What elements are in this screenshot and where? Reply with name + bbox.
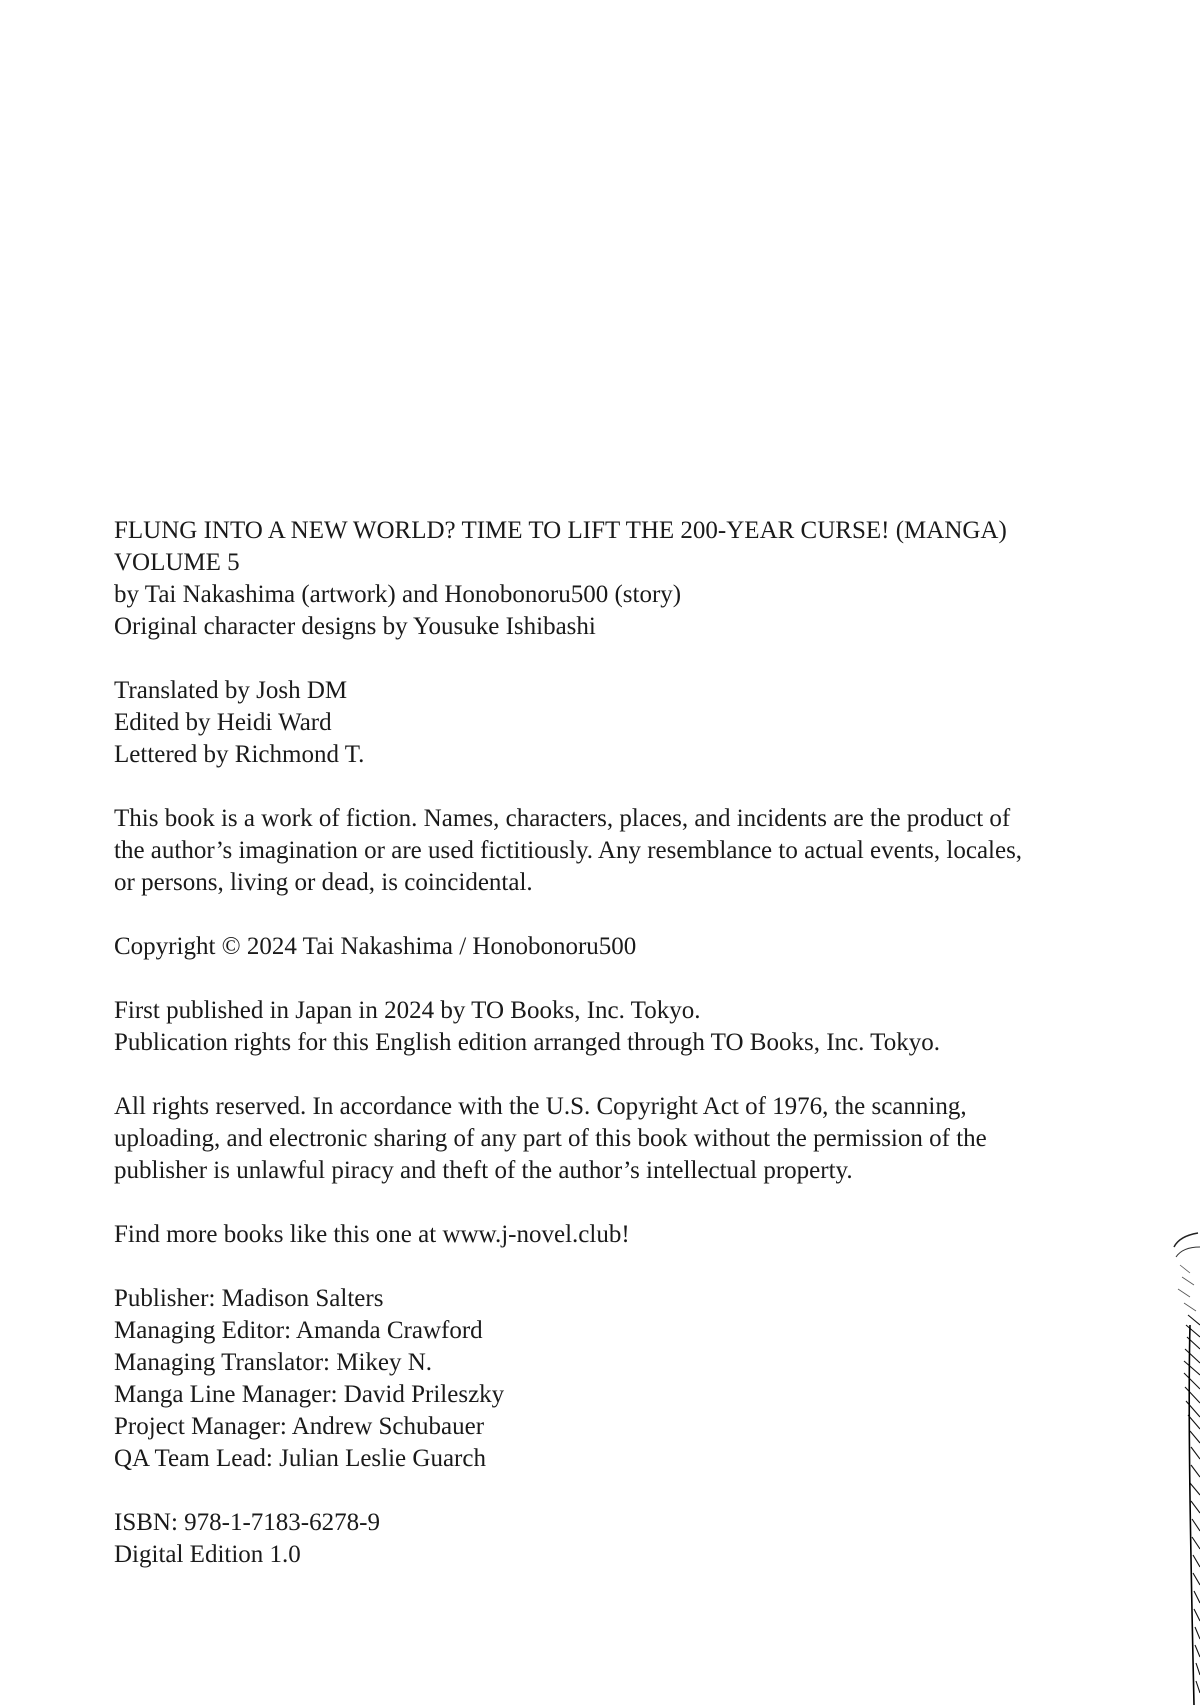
- promo-line: Find more books like this one at www.j-novel.club!: [114, 1221, 630, 1248]
- qa-team-lead-credit: QA Team Lead: Julian Leslie Guarch: [114, 1445, 486, 1472]
- copyright-section: [114, 931, 1124, 963]
- fiction-notice-line: This book is a work of fiction. Names, characters, places, and incidents are the product of: [114, 805, 1011, 832]
- first-published-line: First published in Japan in 2024 by TO Books, Inc. Tokyo.: [114, 997, 701, 1024]
- publisher-credit: Publisher: Madison Salters: [114, 1285, 384, 1312]
- translator-credit: Translated by Josh DM: [114, 677, 348, 704]
- authors-line: by Tai Nakashima (artwork) and Honobonoru500 (story): [114, 581, 682, 608]
- rights-section: [114, 1091, 1124, 1187]
- staff-section: [114, 1283, 1124, 1475]
- project-manager-credit: Project Manager: Andrew Schubauer: [114, 1413, 485, 1440]
- credits-section: [114, 675, 1124, 771]
- fiction-notice-line: the author’s imagination or are used fictitiously. Any resemblance to actual events, locales,: [114, 837, 1023, 864]
- manga-art-edge-sketch: [1160, 1225, 1200, 1706]
- rights-line: publisher is unlawful piracy and theft of the author’s intellectual property.: [114, 1157, 853, 1184]
- letterer-credit: Lettered by Richmond T.: [114, 741, 365, 768]
- rights-line: uploading, and electronic sharing of any part of this book without the permission of the: [114, 1125, 987, 1152]
- edition-section: [114, 1507, 1124, 1571]
- fiction-notice-line: or persons, living or dead, is coincidental.: [114, 869, 533, 896]
- character-designs-line: Original character designs by Yousuke Ishibashi: [114, 613, 596, 640]
- promo-section: [114, 1219, 1124, 1251]
- fiction-notice-section: [114, 803, 1124, 899]
- edition-line: Digital Edition 1.0: [114, 1541, 301, 1568]
- title-section: [114, 515, 1124, 643]
- publication-rights-line: Publication rights for this English edition arranged through TO Books, Inc. Tokyo.: [114, 1029, 940, 1056]
- volume-number: VOLUME 5: [114, 549, 240, 576]
- editor-credit: Edited by Heidi Ward: [114, 709, 332, 736]
- copyright-line: Copyright © 2024 Tai Nakashima / Honobonoru500: [114, 933, 637, 960]
- publication-section: [114, 995, 1124, 1059]
- book-title: FLUNG INTO A NEW WORLD? TIME TO LIFT THE 200-YEAR CURSE! (MANGA): [114, 517, 1007, 544]
- managing-editor-credit: Managing Editor: Amanda Crawford: [114, 1317, 483, 1344]
- manga-line-manager-credit: Manga Line Manager: David Prileszky: [114, 1381, 505, 1408]
- isbn-line: ISBN: 978-1-7183-6278-9: [114, 1509, 380, 1536]
- copyright-text-block: [114, 515, 1124, 1603]
- rights-line: All rights reserved. In accordance with the U.S. Copyright Act of 1976, the scanning,: [114, 1093, 967, 1120]
- managing-translator-credit: Managing Translator: Mikey N.: [114, 1349, 433, 1376]
